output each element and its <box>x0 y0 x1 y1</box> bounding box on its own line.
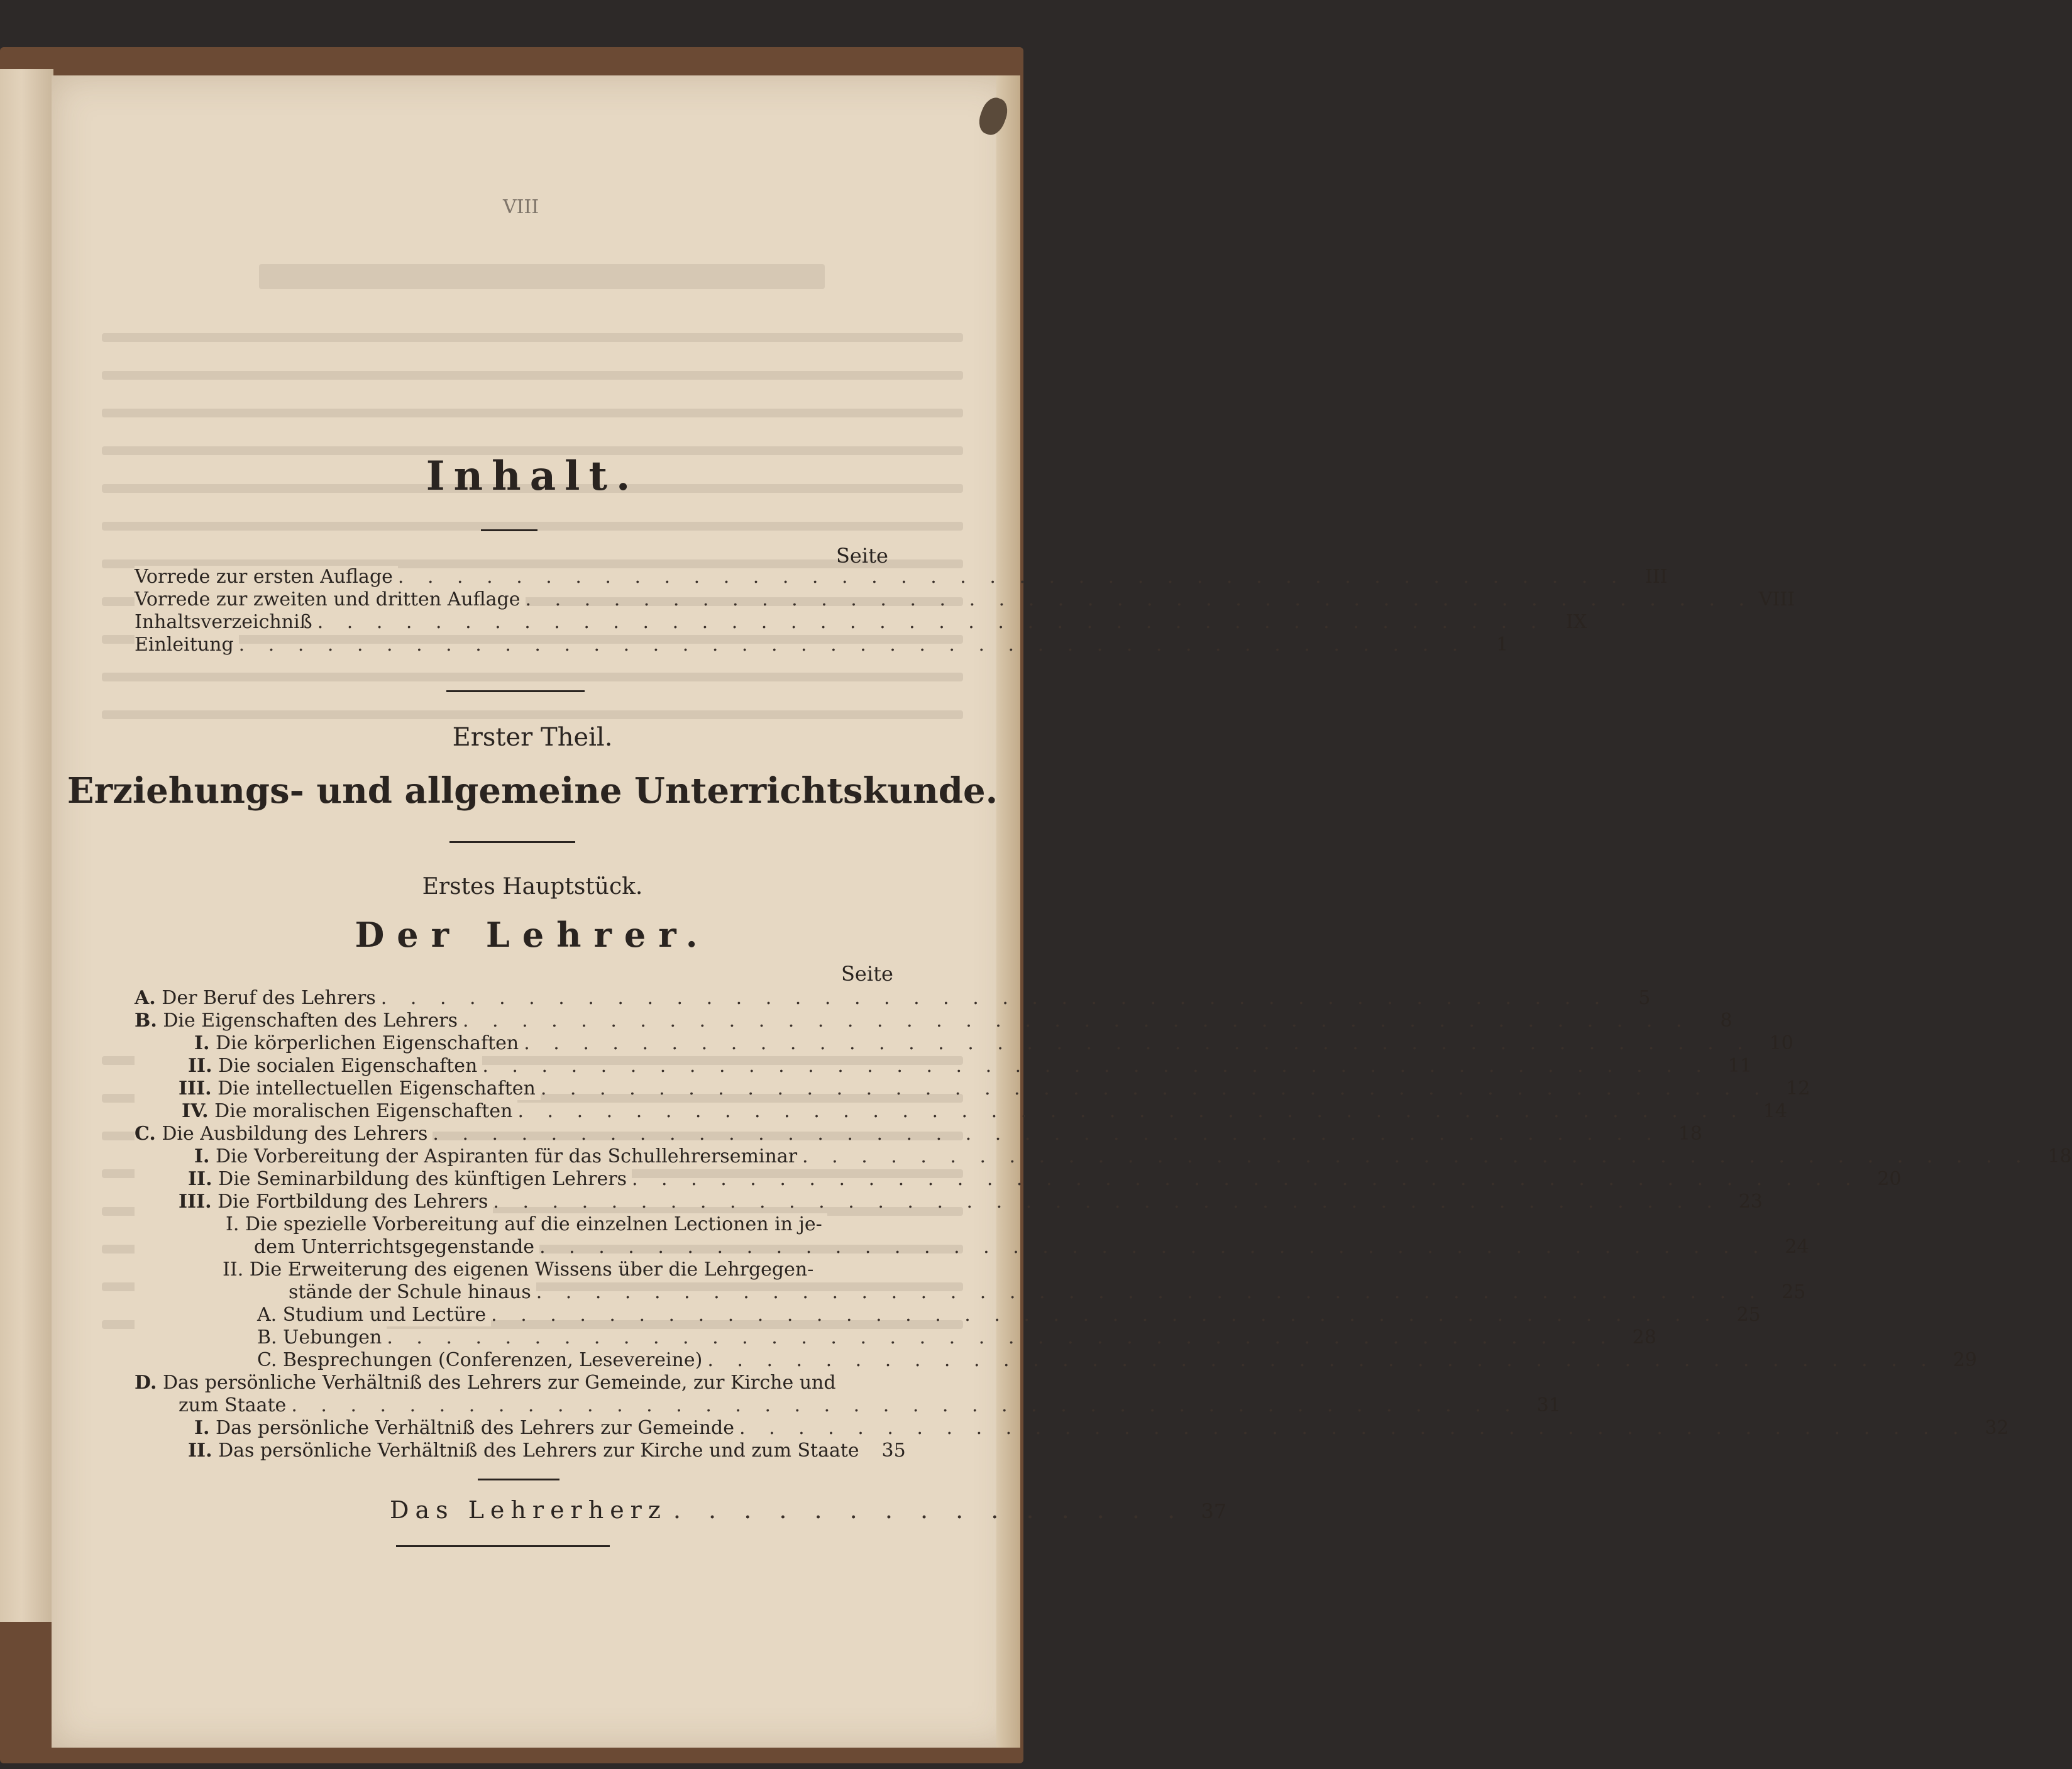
entry-label: Vorrede zur zweiten und dritten Auflage <box>135 588 526 611</box>
leader-dots: . . . . . . . . . . . . . . . . . . . . . . . . . . . . . . . . . . . . . . . . . . <box>739 1417 1968 1439</box>
entry-page: 32 <box>1985 1417 2009 1439</box>
entry-text: Uebungen <box>283 1326 382 1348</box>
leader-dots: . . . . . . . . . . . . . . . . . . . . . . . . . . . . . . . . . . . . . . . . . . <box>802 1145 2031 1167</box>
entry-mark: II. <box>188 1055 212 1077</box>
leader-dots: . . . . . . . . . . . . . . . . . . . . . . . . . . . . . . . . . . . . . . . . . . <box>525 588 1753 610</box>
entry-page: 24 <box>1785 1236 1809 1258</box>
toc-entry <box>135 1259 889 1281</box>
entry-mark: III. <box>179 1191 212 1213</box>
chapter-title: Der Lehrer. <box>355 915 710 955</box>
entry-mark: II. <box>188 1440 212 1462</box>
entry-page: 18 <box>2047 1145 2072 1167</box>
entry-page: IX <box>1565 611 1587 633</box>
entry-label <box>135 1326 387 1349</box>
entry-page: 10 <box>1769 1032 1794 1054</box>
entry-page: 25 <box>1736 1304 1761 1326</box>
leader-dots: . . . . . . . . . . . . . . . . . . . . . . . . . . . . . . . . . . . . . . . . . . <box>433 1123 1661 1145</box>
toc-entry <box>135 1010 1733 1032</box>
entry-mark: III. <box>179 1077 212 1099</box>
leader-dots: . . . . . . . . . . . . . . . . . . . . . . . . . . . . . . . . . . . . . . . . . . <box>540 1077 1769 1099</box>
entry-page: 8 <box>1720 1010 1733 1032</box>
entry-label <box>135 1349 707 1372</box>
entry-text: Studium und Lectüre <box>282 1304 487 1326</box>
chapter-number: Erstes Hauptstück. <box>422 874 643 900</box>
entry-mark: D. <box>135 1372 157 1394</box>
toc-entry <box>135 1440 906 1462</box>
leader-dots: . . . . . . . . . . . . . . . . . . . . . . . . . . . . . . . . . . . . . . . . . . <box>707 1349 1936 1371</box>
entry-text: Die Eigenschaften des Lehrers <box>163 1010 458 1032</box>
entry-page: 1 <box>1496 634 1509 656</box>
entry-page: 28 <box>1632 1326 1656 1348</box>
seite-label-chapter: Seite <box>841 962 893 986</box>
leader-dots: . . . . . . . . . . . . . . . . . . . . . . . . . . . . . . . . . . . . . . . . . . <box>380 987 1609 1009</box>
entry-label <box>135 1077 541 1100</box>
part-title: Erziehungs- und allgemeine Unterrichtskunde. <box>67 770 998 812</box>
chapter-toc <box>135 987 2072 1462</box>
entry-label <box>135 1417 739 1440</box>
leader-dots: . . . . . . . . . . . . . . . . . . . . . . . . . . . . . . . . . . . . . . . . . . <box>317 611 1546 633</box>
entry-text: Das persönliche Verhältniß des Lehrers zur Gemeinde, zur Kirche und <box>162 1372 836 1394</box>
entry-page: VIII <box>1758 588 1795 610</box>
leader-dots: . . . . . . . . . . . . . . . . . . . . . . . . . . . . . . . . . . . . . . . . . . <box>397 566 1626 588</box>
closing-entry <box>390 1496 1227 1524</box>
toc-entry <box>135 1191 1763 1213</box>
entry-label <box>135 1281 536 1304</box>
entry-label: Vorrede zur ersten Auflage <box>135 566 398 588</box>
entry-page: 11 <box>1728 1055 1752 1077</box>
entry-label: Inhaltsverzeichniß <box>135 611 317 634</box>
entry-label <box>135 1372 841 1394</box>
entry-text: Die spezielle Vorbereitung auf die einzelnen Lectionen in je- <box>245 1213 822 1235</box>
entry-label <box>135 1440 864 1462</box>
toc-entry <box>135 1236 1809 1259</box>
entry-label <box>135 1100 517 1123</box>
section-rule <box>449 841 575 843</box>
entry-mark: II. <box>223 1259 244 1281</box>
entry-label <box>135 1259 818 1281</box>
title-rule <box>481 529 537 531</box>
end-rule <box>396 1545 610 1547</box>
entry-page: 14 <box>1763 1100 1787 1122</box>
toc-entry <box>135 1100 1787 1123</box>
entry-label <box>135 1236 539 1259</box>
seite-label-front: Seite <box>836 544 888 568</box>
front-matter-list <box>135 566 1795 656</box>
entry-text: Die intellectuellen Eigenschaften <box>218 1077 536 1099</box>
entry-text: Die moralischen Eigenschaften <box>214 1100 513 1122</box>
front-matter-entry <box>135 611 1587 634</box>
leader-dots: . . . . . . . . . . . . . . . . . . . . . . . . . . . . . . . . . . . . . . . . . . <box>291 1394 1519 1416</box>
entry-text: Das persönliche Verhältniß des Lehrers zur Kirche und zum Staate <box>218 1440 859 1462</box>
entry-label <box>135 1168 632 1191</box>
section-rule <box>446 690 585 692</box>
entry-text: Das persönliche Verhältniß des Lehrers zur Gemeinde <box>216 1417 734 1439</box>
page-number: VIII <box>503 196 539 218</box>
entry-label <box>135 1145 802 1168</box>
entry-page: 35 <box>881 1440 906 1462</box>
closing-label: Das Lehrerherz <box>390 1496 667 1524</box>
entry-mark: B. <box>257 1326 277 1348</box>
leader-dots: . . . . . . . . . . . . . . . . . . . . . . . . . . . . . . . . . . . . . . . . . . <box>631 1168 1860 1190</box>
entry-page: 29 <box>1953 1349 1977 1371</box>
front-matter-entry <box>135 588 1795 611</box>
entry-text: stände der Schule hinaus <box>289 1281 531 1303</box>
entry-page: 12 <box>1786 1077 1810 1099</box>
leader-dots: . . . . . . . . . . . . . . . <box>673 1496 1186 1524</box>
leader-dots: . . . . . . . . . . . . . . . . . . . . . . . . . . . . . . . . . . . . . . . . . . <box>517 1100 1746 1122</box>
entry-label <box>135 1055 482 1077</box>
toc-entry <box>135 1145 2072 1168</box>
entry-page: 20 <box>1877 1168 1902 1190</box>
entry-label <box>135 1032 524 1055</box>
entry-mark: C. <box>135 1123 156 1145</box>
entry-mark: B. <box>135 1010 157 1032</box>
entry-mark: I. <box>194 1145 210 1167</box>
entry-page: 18 <box>1678 1123 1702 1145</box>
toc-entry <box>135 1055 1752 1077</box>
toc-entry <box>135 1213 889 1236</box>
entry-label <box>135 1304 491 1326</box>
part-number: Erster Theil. <box>452 723 613 752</box>
entry-label <box>135 1191 493 1213</box>
entry-mark: A. <box>257 1304 277 1326</box>
toc-entry <box>135 1372 889 1394</box>
entry-text: Die körperlichen Eigenschaften <box>216 1032 519 1054</box>
entry-text: Besprechungen (Conferenzen, Lesevereine) <box>282 1349 703 1371</box>
entry-page: 31 <box>1536 1394 1561 1416</box>
toc-entry <box>135 1281 1806 1304</box>
entry-text: Die Ausbildung des Lehrers <box>162 1123 428 1145</box>
front-matter-entry <box>135 566 1668 588</box>
toc-entry <box>135 1417 2009 1440</box>
entry-text: Die Vorbereitung der Aspiranten für das Schullehrerseminar <box>216 1145 798 1167</box>
entry-text: Die Seminarbildung des künftigen Lehrers <box>218 1168 627 1190</box>
toc-entry <box>135 1304 1761 1326</box>
toc-entry <box>135 1349 1977 1372</box>
entry-mark: I. <box>194 1417 210 1439</box>
closing-page: 37 <box>1201 1499 1227 1523</box>
entry-page: III <box>1645 566 1668 588</box>
leader-dots: . . . . . . . . . . . . . . . . . . . . . . . . . . . . . . . . . . . . . . . . . . <box>462 1010 1691 1032</box>
entry-page: 23 <box>1738 1191 1763 1213</box>
entry-mark: I. <box>194 1032 210 1054</box>
entry-page: 25 <box>1782 1281 1806 1303</box>
leader-dots: . . . . . . . . . . . . . . . . . . . . . . . . . . . . . . . . . . . . . . . . . . <box>387 1326 1615 1348</box>
toc-entry <box>135 1123 1702 1145</box>
entry-text: Die Erweiterung des eigenen Wissens über die Lehrgegen- <box>249 1259 814 1281</box>
entry-mark: I. <box>226 1213 240 1235</box>
entry-label: Einleitung <box>135 634 239 656</box>
entry-text: zum Staate <box>179 1394 287 1416</box>
entry-label <box>135 1394 291 1417</box>
toc-entry <box>135 987 1651 1010</box>
entry-text: dem Unterrichtsgegenstande <box>254 1236 535 1258</box>
toc-entry <box>135 1032 1794 1055</box>
section-rule <box>478 1479 559 1480</box>
leader-dots: . . . . . . . . . . . . . . . . . . . . . . . . . . . . . . . . . . . . . . . . . . <box>536 1281 1765 1303</box>
leader-dots: . . . . . . . . . . . . . . . . . . . . . . . . . . . . . . . . . . . . . . . . . . <box>493 1191 1721 1213</box>
entry-text: Die Fortbildung des Lehrers <box>218 1191 488 1213</box>
leader-dots: . . . . . . . . . . . . . . . . . . . . . . . . . . . . . . . . . . . . . . . . . . <box>491 1304 1719 1326</box>
entry-mark: IV. <box>182 1100 209 1122</box>
page-title: Inhalt. <box>426 453 639 500</box>
entry-page: 5 <box>1638 987 1651 1009</box>
front-matter-entry <box>135 634 1509 656</box>
entry-mark: C. <box>257 1349 277 1371</box>
entry-label <box>135 1123 433 1145</box>
toc-entry <box>135 1168 1902 1191</box>
entry-label <box>135 1010 463 1032</box>
leader-dots: . . . . . . . . . . . . . . . . . . . . . . . . . . . . . . . . . . . . . . . . . . <box>482 1055 1711 1077</box>
leader-dots: . . . . . . . . . . . . . . . . . . . . . . . . . . . . . . . . . . . . . . . . . . <box>524 1032 1752 1054</box>
toc-entry <box>135 1077 1810 1100</box>
leader-dots: . . . . . . . . . . . . . . . . . . . . . . . . . . . . . . . . . . . . . . . . . . <box>539 1236 1768 1258</box>
entry-mark: II. <box>188 1168 212 1190</box>
entry-text: Die socialen Eigenschaften <box>218 1055 478 1077</box>
left-page-edge <box>0 69 53 1622</box>
toc-entry <box>135 1394 1561 1417</box>
entry-text: Der Beruf des Lehrers <box>162 987 376 1009</box>
entry-label <box>135 1213 827 1236</box>
entry-mark: A. <box>135 987 156 1009</box>
entry-label <box>135 987 381 1010</box>
toc-entry <box>135 1326 1656 1349</box>
leader-dots: . . . . . . . . . . . . . . . . . . . . . . . . . . . . . . . . . . . . . . . . . . <box>238 634 1467 656</box>
